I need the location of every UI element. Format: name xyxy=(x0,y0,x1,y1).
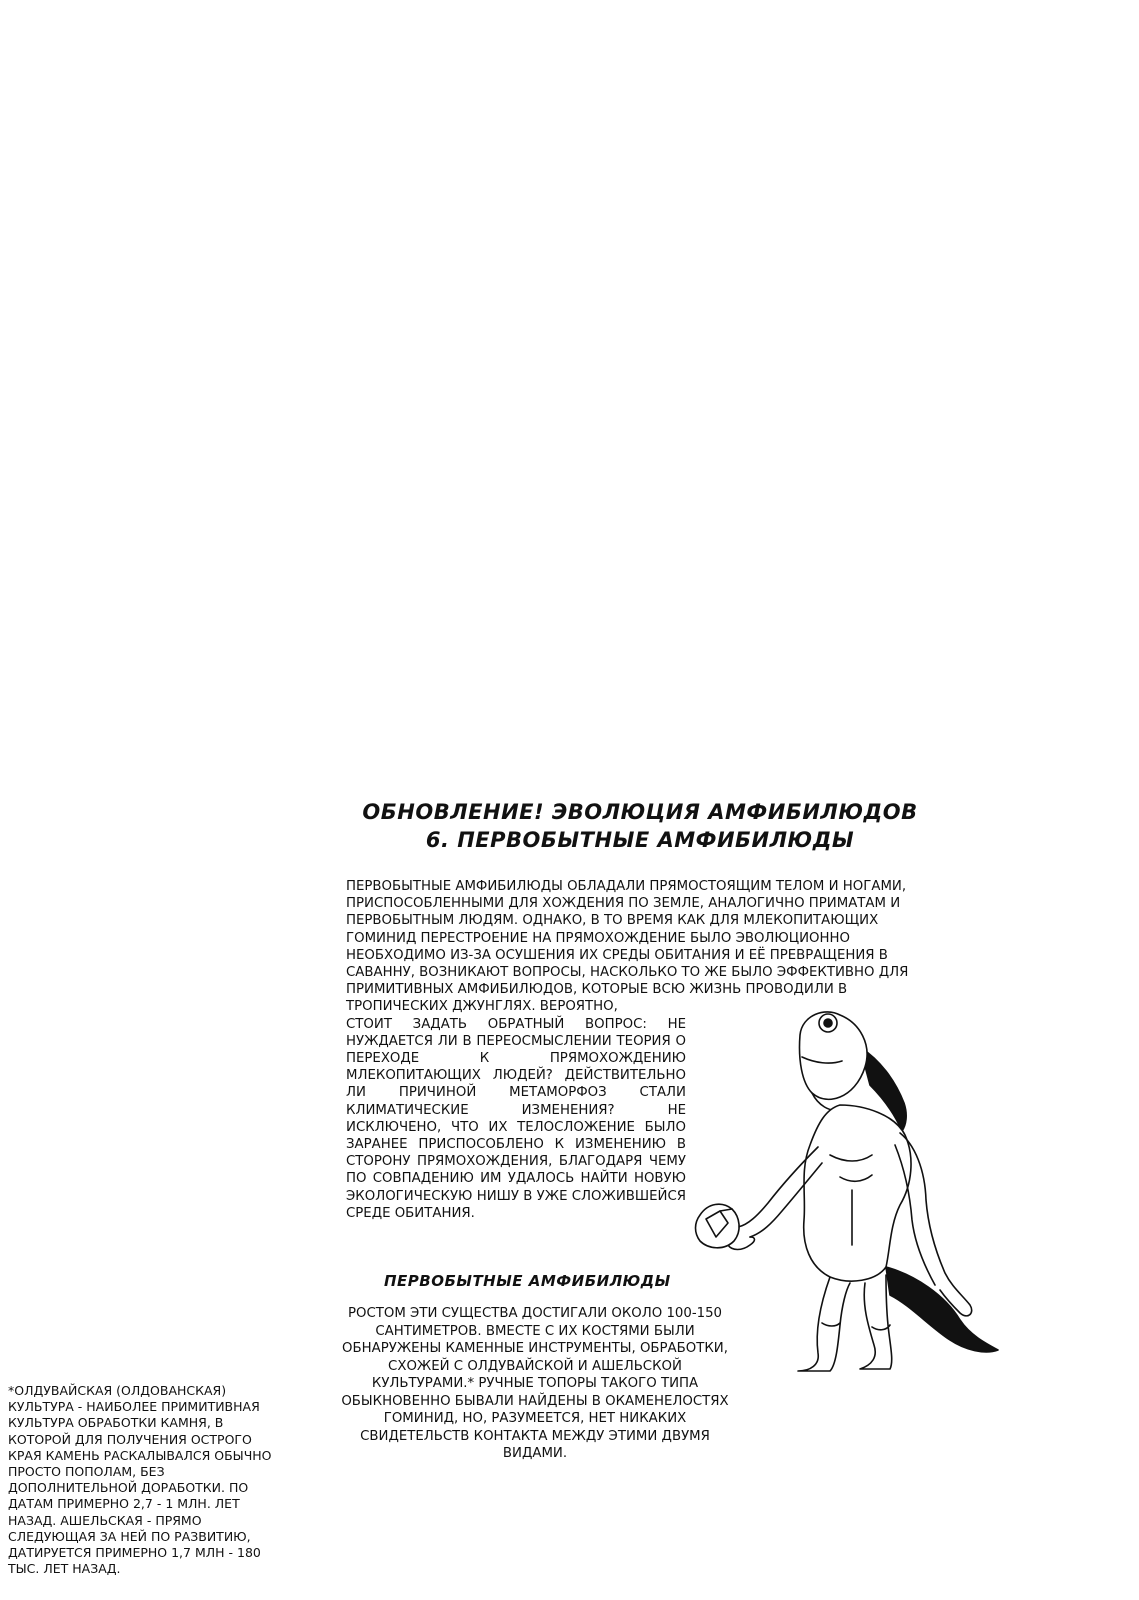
amphibian-humanoid-illustration-icon xyxy=(690,1005,1020,1375)
title-line-2: 6. ПЕРВОБЫТНЫЕ АМФИБИЛЮДЫ xyxy=(425,828,855,852)
main-text-line: САВАННУ, ВОЗНИКАЮТ ВОПРОСЫ, НАСКОЛЬКО ТО ЖЕ БЫЛО ЭФФЕКТИВНО ДЛЯ xyxy=(346,965,909,981)
title-line-1: ОБНОВЛЕНИЕ! ЭВОЛЮЦИЯ АМФИБИЛЮДОВ xyxy=(362,800,918,824)
main-text-line: ПЕРВОБЫТНЫЕ АМФИБИЛЮДЫ ОБЛАДАЛИ ПРЯМОСТОЯЩИМ ТЕЛОМ И НОГАМИ, xyxy=(346,879,907,894)
page-title xyxy=(330,798,950,854)
main-text-line: ПРИСПОСОБЛЕННЫМИ ДЛЯ ХОЖДЕНИЯ ПО ЗЕМЛЕ, АНАЛОГИЧНО ПРИМАТАМ И xyxy=(346,896,901,912)
species-description: РОСТОМ ЭТИ СУЩЕСТВА ДОСТИГАЛИ ОКОЛО 100-150 САНТИМЕТРОВ. ВМЕСТЕ С ИХ КОСТЯМИ БЫЛИ ОБНАРУЖЕНЫ КАМЕННЫЕ ИНСТРУМЕНТЫ, ОБРАБОТКИ, СХОЖЕЙ С ОЛДУВАЙСКОЙ И АШЕЛЬСКОЙ КУЛЬТУРАМИ.* РУЧНЫЕ ТОПОРЫ ТАКОГО ТИПА ОБЫКНОВЕННО БЫВАЛИ НАЙДЕНЫ В ОКАМЕНЕЛОСТЯХ ГОМИНИД, НО, РАЗУМЕЕТСЯ, НЕТ НИКАКИХ СВИДЕТЕЛЬСТВ КОНТАКТА МЕЖДУ ЭТИМИ ДВУМЯ ВИДАМИ. xyxy=(341,1306,729,1461)
main-text-line: НЕОБХОДИМО ИЗ-ЗА ОСУШЕНИЯ ИХ СРЕДЫ ОБИТАНИЯ И ЕЁ ПРЕВРАЩЕНИЯ В xyxy=(346,947,888,963)
footnote: *ОЛДУВАЙСКАЯ (ОЛДОВАНСКАЯ) КУЛЬТУРА - НАИБОЛЕЕ ПРИМИТИВНАЯ КУЛЬТУРА ОБРАБОТКИ КАМНЯ, В КОТОРОЙ ДЛЯ ПОЛУЧЕНИЯ ОСТРОГО КРАЯ КАМЕНЬ РАСКАЛЫВАЛСЯ ОБЫЧНО ПРОСТО ПОПОЛАМ, БЕЗ ДОПОЛНИТЕЛЬНОЙ ДОРАБОТКИ. ПО ДАТАМ ПРИМЕРНО 2,7 - 1 МЛН. ЛЕТ НАЗАД. АШЕЛЬСКАЯ - ПРЯМО СЛЕДУЮЩАЯ ЗА НЕЙ ПО РАЗВИТИЮ, ДАТИРУЕТСЯ ПРИМЕРНО 1,7 МЛН - 180 ТЫС. ЛЕТ НАЗАД. xyxy=(8,1383,272,1577)
main-text-line: ТРОПИЧЕСКИХ ДЖУНГЛЯХ. ВЕРОЯТНО, xyxy=(346,999,618,1015)
main-text-line: ГОМИНИД ПЕРЕСТРОЕНИЕ НА ПРЯМОХОЖДЕНИЕ БЫЛО ЭВОЛЮЦИОННО xyxy=(346,930,850,946)
main-text-line: ПЕРВОБЫТНЫМ ЛЮДЯМ. ОДНАКО, В ТО ВРЕМЯ КАК ДЛЯ МЛЕКОПИТАЮЩИХ xyxy=(346,913,879,929)
section-subheading: ПЕРВОБЫТНЫЕ АМФИБИЛЮДЫ xyxy=(384,1272,671,1290)
main-text-line: ПРИМИТИВНЫХ АМФИБИЛЮДОВ, КОТОРЫЕ ВСЮ ЖИЗНЬ ПРОВОДИЛИ В xyxy=(346,982,848,998)
main-text-narrow: СТОИТ ЗАДАТЬ ОБРАТНЫЙ ВОПРОС: НЕ НУЖДАЕТСЯ ЛИ В ПЕРЕОСМЫСЛЕНИИ ТЕОРИЯ О ПЕРЕХОДЕ К ПРЯМОХОЖДЕНИЮ МЛЕКОПИТАЮЩИХ ЛЮДЕЙ? ДЕЙСТВИТЕЛЬНО ЛИ ПРИЧИНОЙ МЕТАМОРФОЗ СТАЛИ КЛИМАТИЧЕСКИЕ ИЗМЕНЕНИЯ? НЕ ИСКЛЮЧЕНО, ЧТО ИХ ТЕЛОСЛОЖЕНИЕ БЫЛО ЗАРАНЕЕ ПРИСПОСОБЛЕНО К ИЗМЕНЕНИЮ В СТОРОНУ ПРЯМОХОЖДЕНИЯ, БЛАГОДАРЯ ЧЕМУ ПО СОВПАДЕНИЮ ИМ УДАЛОСЬ НАЙТИ НОВУЮ ЭКОЛОГИЧЕСКУЮ НИШУ В УЖЕ СЛОЖИВШЕЙСЯ СРЕДЕ ОБИТАНИЯ. xyxy=(346,1016,686,1221)
